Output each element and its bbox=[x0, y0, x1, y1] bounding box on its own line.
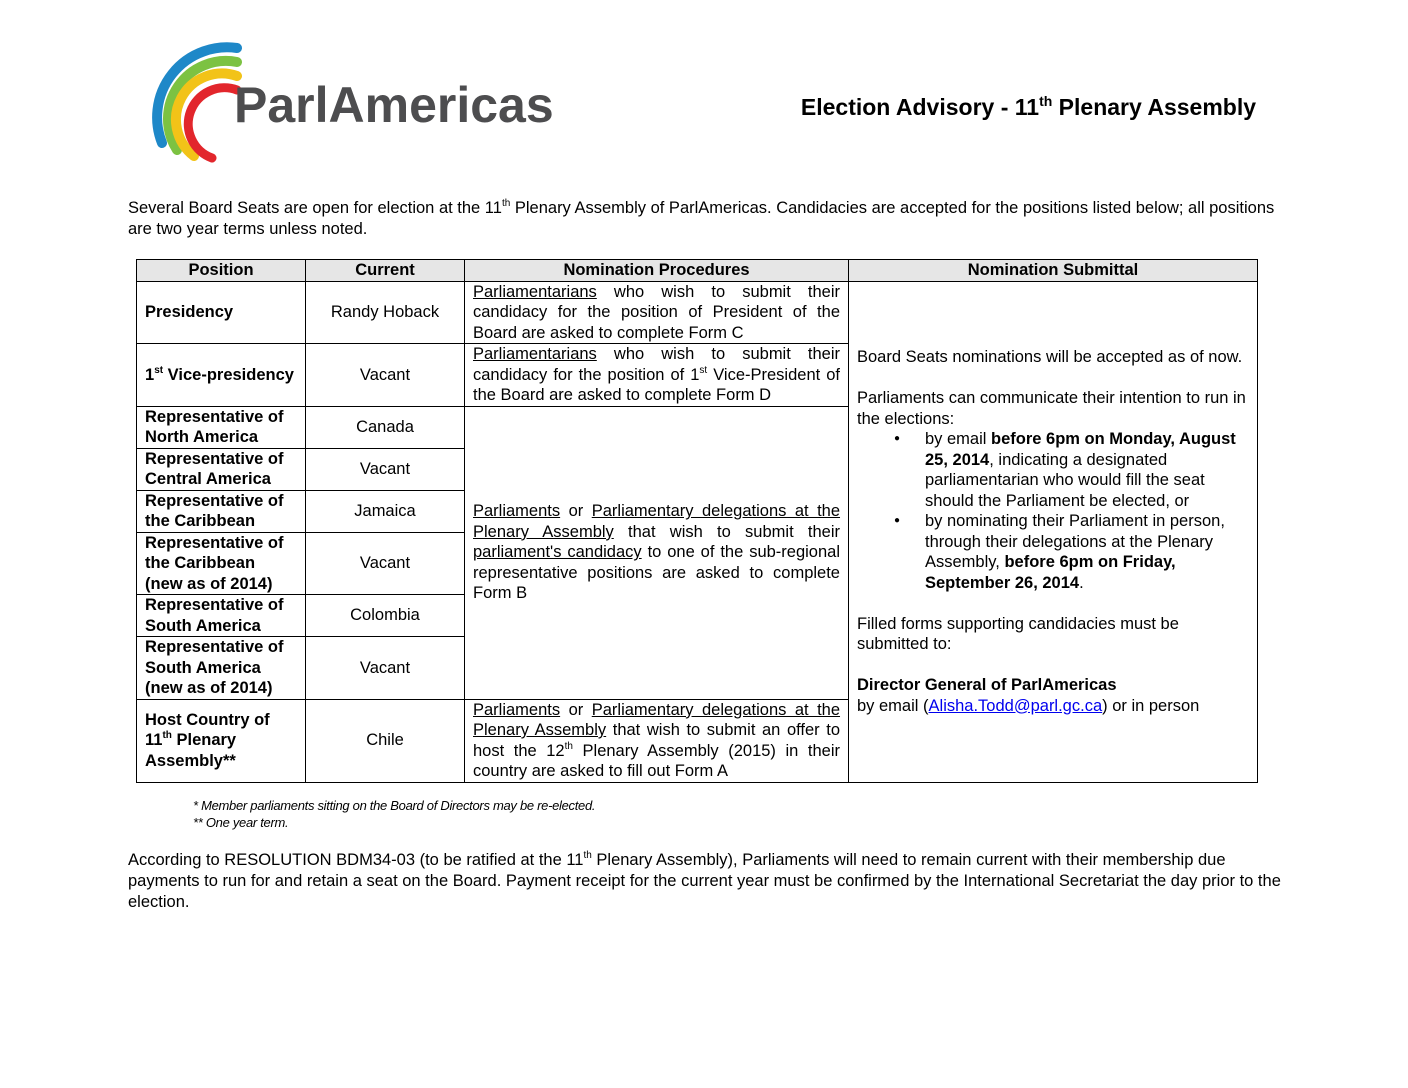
table-row bbox=[137, 281, 1258, 344]
header-current: Current bbox=[306, 260, 465, 282]
submittal-cell: Board Seats nominations will be accepted as of now. Parliaments can communicate their intention to run in the elections: ● by email before 6pm on Monday, August 25, 2014, indicating a designated parliamentarian who would fill the seat should the Parliament be elected, or ● by nominating their Parliament in person, through their delegations at the Plenary Assembly, before 6pm on Friday, September 26, 2014. Filled forms supporting candidacies must be submitted to: Director General of ParlAmericas by email (Alisha.Todd@parl.gc.ca) or in person bbox=[849, 281, 1258, 782]
election-table bbox=[136, 259, 1258, 783]
position-cell: Representative of the Caribbean (new as of 2014) bbox=[137, 532, 306, 595]
position-cell: Host Country of 11th Plenary Assembly** bbox=[137, 699, 306, 782]
current-cell: Randy Hoback bbox=[306, 281, 465, 344]
procedure-cell: Parliamentarians who wish to submit their candidacy for the position of 1st Vice-President of the Board are asked to complete Form D bbox=[465, 344, 849, 407]
procedure-cell: Parliaments or Parliamentary delegations at the Plenary Assembly that wish to submit their parliament's candidacy to one of the sub-regional representative positions are asked to complete Form B bbox=[465, 406, 849, 699]
current-cell: Canada bbox=[306, 406, 465, 448]
header-submittal: Nomination Submittal bbox=[849, 260, 1258, 282]
current-cell: Colombia bbox=[306, 595, 465, 637]
position-cell: 1st Vice-presidency bbox=[137, 344, 306, 407]
position-cell: Representative of the Caribbean bbox=[137, 490, 306, 532]
procedure-cell: Parliamentarians who wish to submit their candidacy for the position of President of the Board are asked to complete Form C bbox=[465, 281, 849, 344]
parlamericas-logo bbox=[142, 38, 592, 168]
email-link[interactable]: Alisha.Todd@parl.gc.ca bbox=[928, 696, 1103, 715]
position-cell: Representative of South America bbox=[137, 595, 306, 637]
table-header-row bbox=[137, 260, 1258, 282]
director-title: Director General of ParlAmericas bbox=[857, 676, 1117, 694]
intro-paragraph: Several Board Seats are open for election at the 11th Plenary Assembly of ParlAmericas. Candidacies are accepted for the positions listed below; all positions are two year terms unless noted. bbox=[128, 198, 1275, 238]
header-position: Position bbox=[137, 260, 306, 282]
current-cell: Jamaica bbox=[306, 490, 465, 532]
position-cell: Representative of South America (new as of 2014) bbox=[137, 637, 306, 700]
closing-paragraph: According to RESOLUTION BDM34-03 (to be ratified at the 11th Plenary Assembly), Parliaments will need to remain current with their membership due payments to run for and retain a seat on the Board. Payment receipt for the current year must be confirmed by the International Secretariat the day prior to the election. bbox=[128, 850, 1281, 911]
header-procedures: Nomination Procedures bbox=[465, 260, 849, 282]
page-title: Election Advisory - 11th Plenary Assembly bbox=[800, 93, 1256, 120]
current-cell: Vacant bbox=[306, 532, 465, 595]
footnotes bbox=[193, 797, 595, 831]
list-item: ● by nominating their Parliament in person, through their delegations at the Plenary Assembly, before 6pm on Friday, September 26, 2014. bbox=[925, 511, 1249, 593]
position-cell: Representative of Central America bbox=[137, 448, 306, 490]
procedure-cell: Parliaments or Parliamentary delegations at the Plenary Assembly that wish to submit an offer to host the 12th Plenary Assembly (2015) in their country are asked to fill out Form A bbox=[465, 699, 849, 782]
position-cell: Presidency bbox=[137, 281, 306, 344]
current-cell: Vacant bbox=[306, 448, 465, 490]
list-item: ● by email before 6pm on Monday, August 25, 2014, indicating a designated parliamentarian who would fill the seat should the Parliament be elected, or bbox=[925, 429, 1249, 511]
position-cell: Representative of North America bbox=[137, 406, 306, 448]
footnote-1: * Member parliaments sitting on the Board of Directors may be re-elected. bbox=[193, 798, 596, 813]
current-cell: Vacant bbox=[306, 637, 465, 700]
logo-wordmark: ParlAmericas bbox=[234, 77, 554, 133]
current-cell: Chile bbox=[306, 699, 465, 782]
submittal-list bbox=[857, 429, 1249, 593]
footnote-2: ** One year term. bbox=[193, 815, 289, 830]
current-cell: Vacant bbox=[306, 344, 465, 407]
